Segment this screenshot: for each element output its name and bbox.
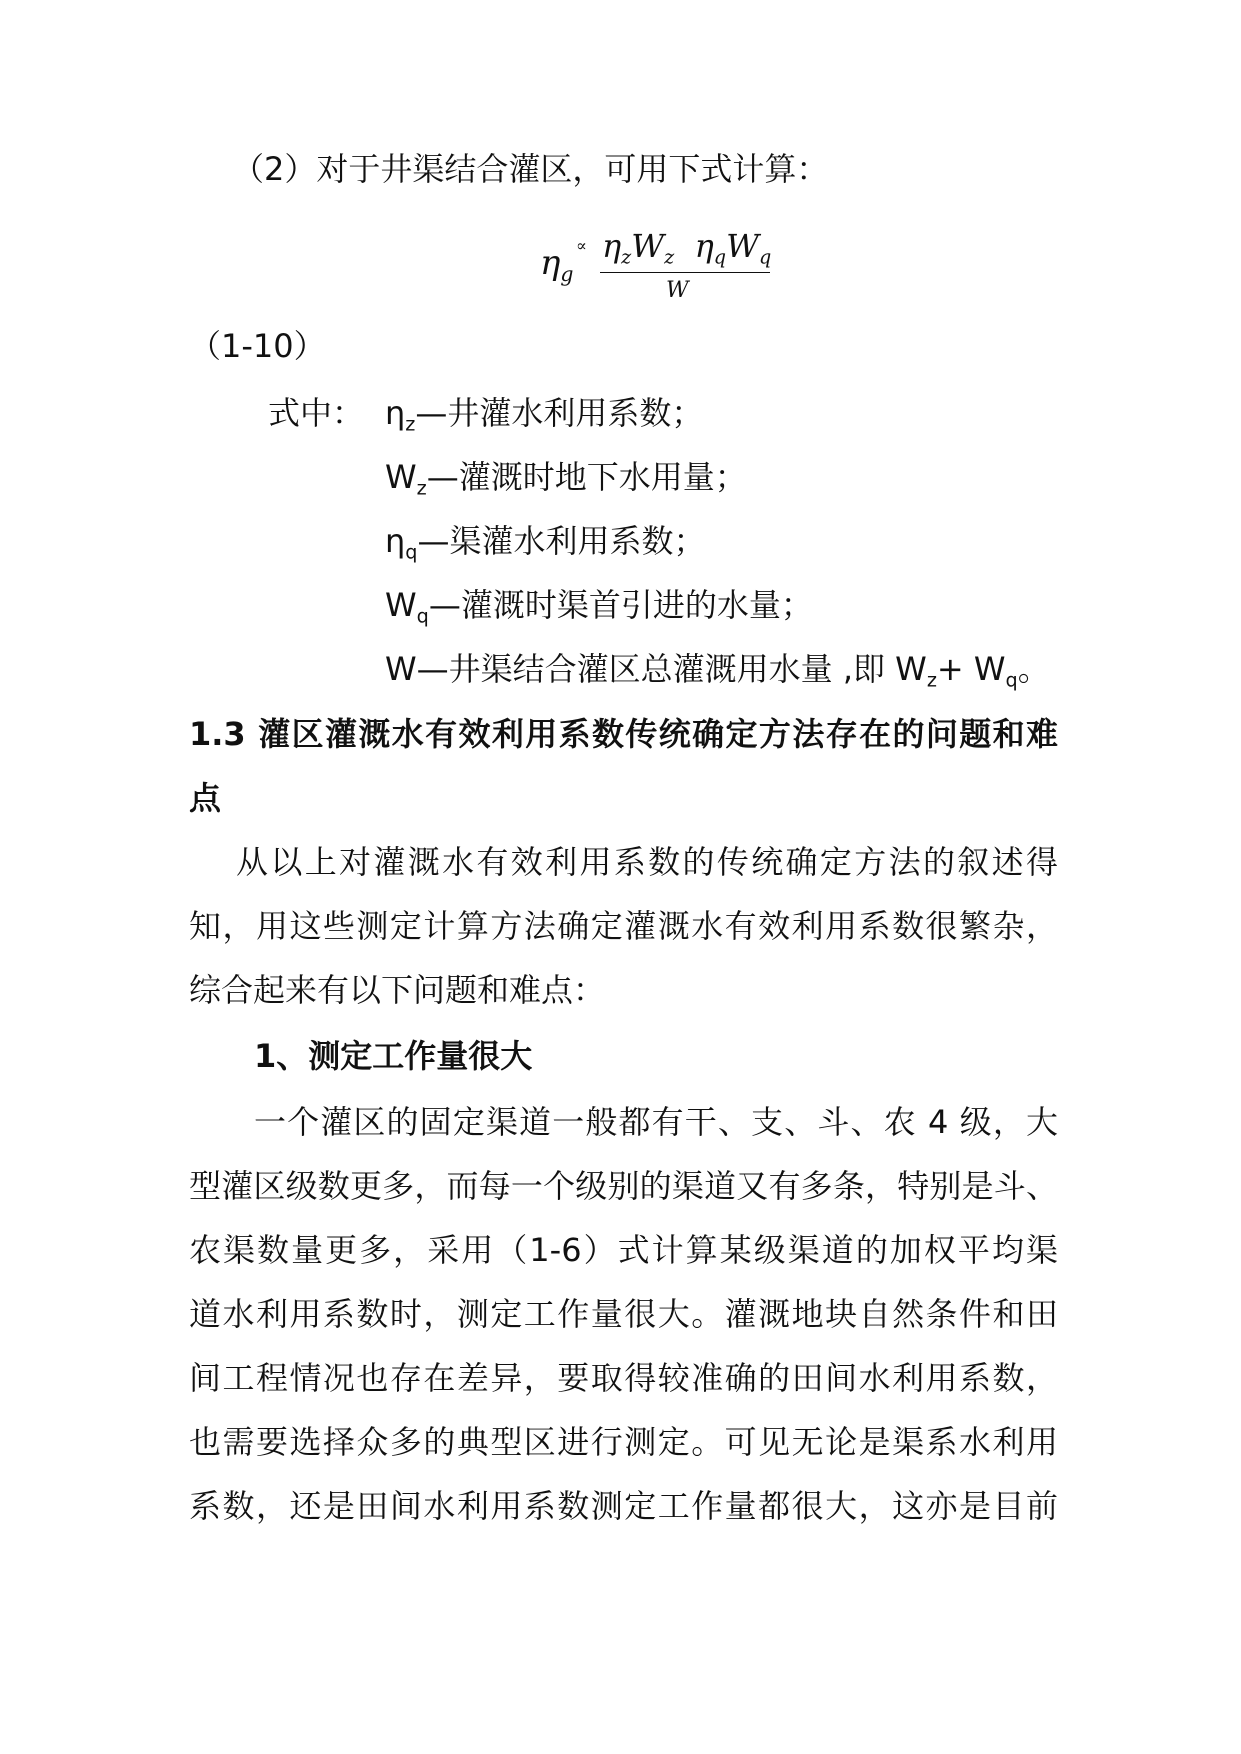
formula-numerator: $\eta_zW_z$ $\eta_qW_q$ xyxy=(602,227,772,269)
formula-lhs: $\eta_g$ xyxy=(540,243,574,287)
definition-eta-z: $\eta_z—$井灌水利用系数； xyxy=(385,394,704,436)
equation-number: （1-10） xyxy=(189,327,326,365)
paragraph-2-line-6: 也需要选择众多的典型区进行测定。可见无论是渠系水利用 xyxy=(189,1423,1058,1461)
section-heading: 1.3 灌区灌溉水有效利用系数传统确定方法存在的问题和难 xyxy=(189,715,1058,753)
definition-w-q: $W_q—$灌溉时渠首引进的水量； xyxy=(385,586,813,628)
formula-denominator: W xyxy=(666,278,689,303)
paragraph-1-line-3: 综合起来有以下问题和难点： xyxy=(189,971,606,1009)
intro-line: （2）对于井渠结合灌区，可用下式计算： xyxy=(232,150,829,188)
fraction-bar xyxy=(600,272,770,273)
paragraph-2-line-2: 型灌区级数更多，而每一个级别的渠道又有多条，特别是斗、 xyxy=(189,1167,1058,1205)
paragraph-2-line-3: 农渠数量更多，采用（1-6）式计算某级渠道的加权平均渠 xyxy=(189,1231,1058,1269)
formula-relation-glyph: ∝ xyxy=(576,236,587,255)
definition-w-total: W—井渠结合灌区总灌溉用水量 ,即 $W_z+ W_q$。 xyxy=(385,650,1050,692)
subheading: 1、测定工作量很大 xyxy=(254,1037,533,1075)
definition-eta-q: $\eta_q—$渠灌水利用系数； xyxy=(385,522,706,564)
paragraph-2-line-4: 道水利用系数时，测定工作量很大。灌溉地块自然条件和田 xyxy=(189,1295,1058,1333)
paragraph-2-line-1: 一个灌区的固定渠道一般都有干、支、斗、农 4 级，大 xyxy=(254,1103,1058,1141)
section-heading-continued: 点 xyxy=(189,779,222,817)
where-label: 式中： xyxy=(268,394,365,432)
paragraph-1-line-1: 从以上对灌溉水有效利用系数的传统确定方法的叙述得 xyxy=(236,843,1058,881)
formula-1-10 xyxy=(540,228,780,308)
paragraph-2-line-7: 系数，还是田间水利用系数测定工作量都很大，这亦是目前 xyxy=(189,1487,1058,1525)
paragraph-2-line-5: 间工程情况也存在差异，要取得较准确的田间水利用系数， xyxy=(189,1359,1058,1397)
definition-w-z: $W_z—$灌溉时地下水用量； xyxy=(385,458,747,500)
paragraph-1-line-2: 知，用这些测定计算方法确定灌溉水有效利用系数很繁杂， xyxy=(189,907,1058,945)
